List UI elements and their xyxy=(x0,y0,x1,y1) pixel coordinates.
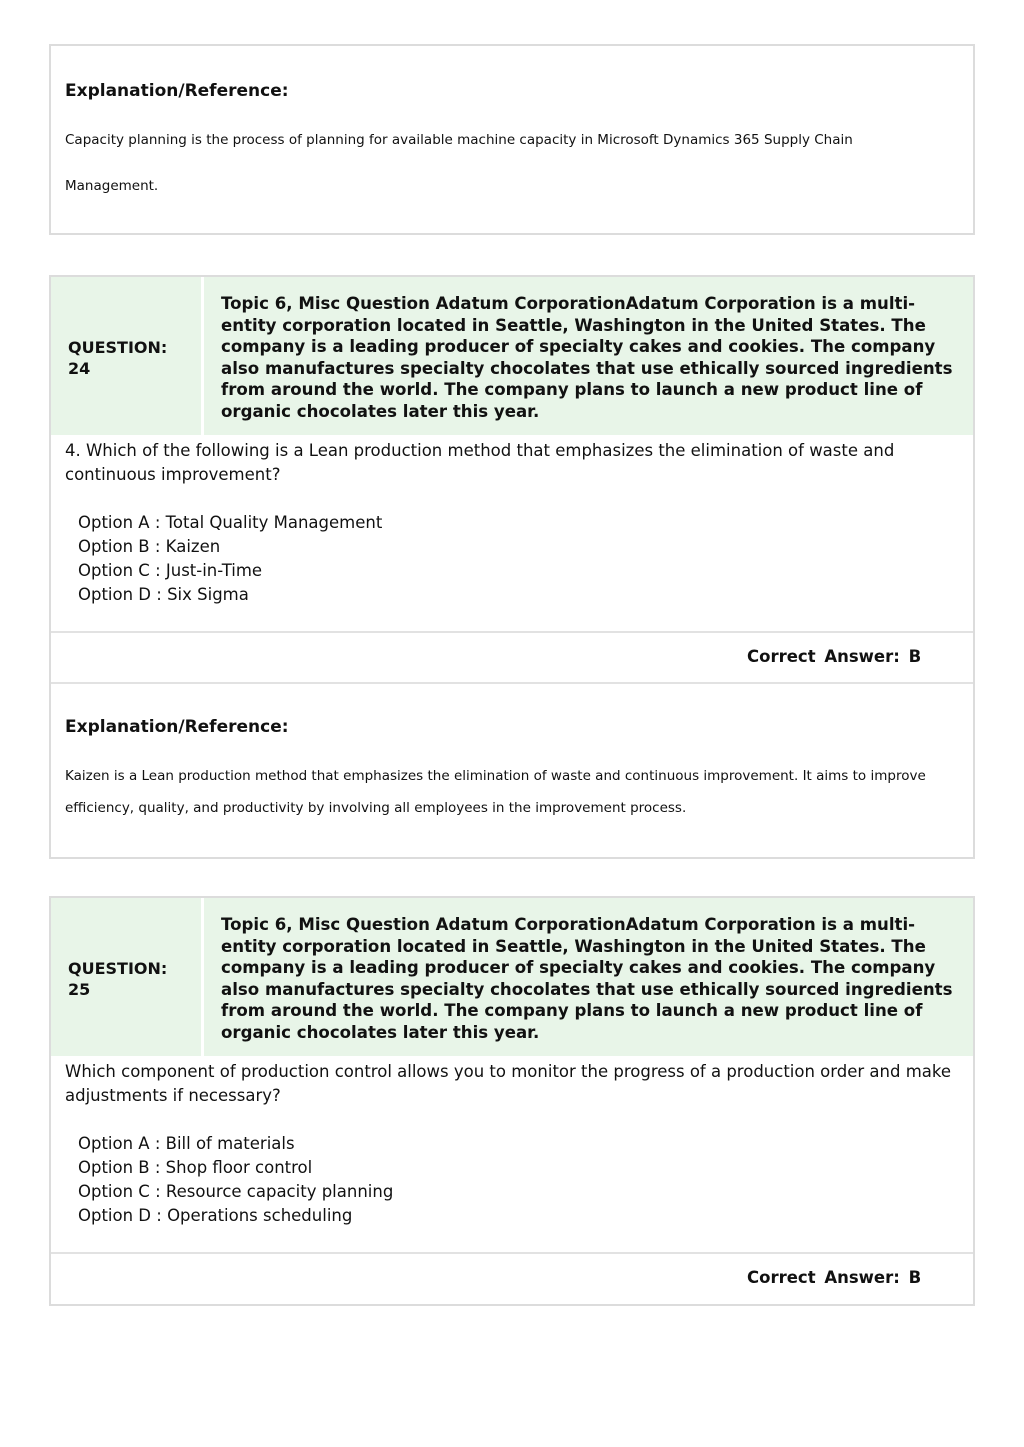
option-a: Option A : Bill of materials xyxy=(78,1134,295,1153)
divider xyxy=(51,1252,973,1254)
question-text: Which component of production control allows you to monitor the progress of a production order and make adjustments if necessary? xyxy=(65,1062,952,1105)
correct-answer: Correct Answer: B xyxy=(747,1268,922,1287)
explanation-heading: Explanation/Reference: xyxy=(65,81,289,101)
option-c: Option C : Just-in-Time xyxy=(78,561,263,580)
option-c: Option C : Resource capacity planning xyxy=(78,1182,394,1201)
option-b: Option B : Shop floor control xyxy=(78,1158,313,1177)
question-label-cell xyxy=(51,277,204,435)
question-header xyxy=(51,898,973,1056)
question-text: 4. Which of the following is a Lean production method that emphasizes the elimination of waste and continuous improvement? xyxy=(65,441,895,484)
question-topic: Topic 6, Misc Question Adatum CorporationAdatum Corporation is a multi-entity corporation located in Seattle, Washington in the United States. The company is a leading producer of specialty cakes and cookies. The company also manufactures specialty chocolates that use ethically sourced ingredients from around the world. The company plans to launch a new product line of organic chocolates later this year. xyxy=(221,294,953,421)
question-number: 25 xyxy=(68,980,91,999)
explanation-text-line: Kaizen is a Lean production method that emphasizes the elimination of waste and continuous improvement. It aims to improve xyxy=(65,768,926,784)
question-label: QUESTION: xyxy=(68,959,168,978)
question-card-24 xyxy=(49,275,975,859)
question-card-25 xyxy=(49,896,975,1306)
option-a: Option A : Total Quality Management xyxy=(78,513,383,532)
question-topic: Topic 6, Misc Question Adatum CorporationAdatum Corporation is a multi-entity corporation located in Seattle, Washington in the United States. The company is a leading producer of specialty cakes and cookies. The company also manufactures specialty chocolates that use ethically sourced ingredients from around the world. The company plans to launch a new product line of organic chocolates later this year. xyxy=(221,915,953,1042)
options-list xyxy=(78,1132,393,1228)
option-b: Option B : Kaizen xyxy=(78,537,221,556)
divider xyxy=(51,682,973,684)
question-label-cell xyxy=(51,898,204,1056)
correct-answer: Correct Answer: B xyxy=(747,647,922,666)
options-list xyxy=(78,511,382,607)
explanation-text-line: Management. xyxy=(65,178,159,194)
explanation-heading: Explanation/Reference: xyxy=(65,717,289,737)
question-label: QUESTION: xyxy=(68,338,168,357)
question-number: 24 xyxy=(68,359,91,378)
explanation-text-line: efficiency, quality, and productivity by involving all employees in the improvement process. xyxy=(65,800,687,816)
question-header xyxy=(51,277,973,435)
explanation-text-line: Capacity planning is the process of planning for available machine capacity in Microsoft Dynamics 365 Supply Chain xyxy=(65,132,853,148)
divider xyxy=(51,631,973,633)
option-d: Option D : Six Sigma xyxy=(78,585,249,604)
explanation-block-top xyxy=(49,44,975,235)
option-d: Option D : Operations scheduling xyxy=(78,1206,353,1225)
